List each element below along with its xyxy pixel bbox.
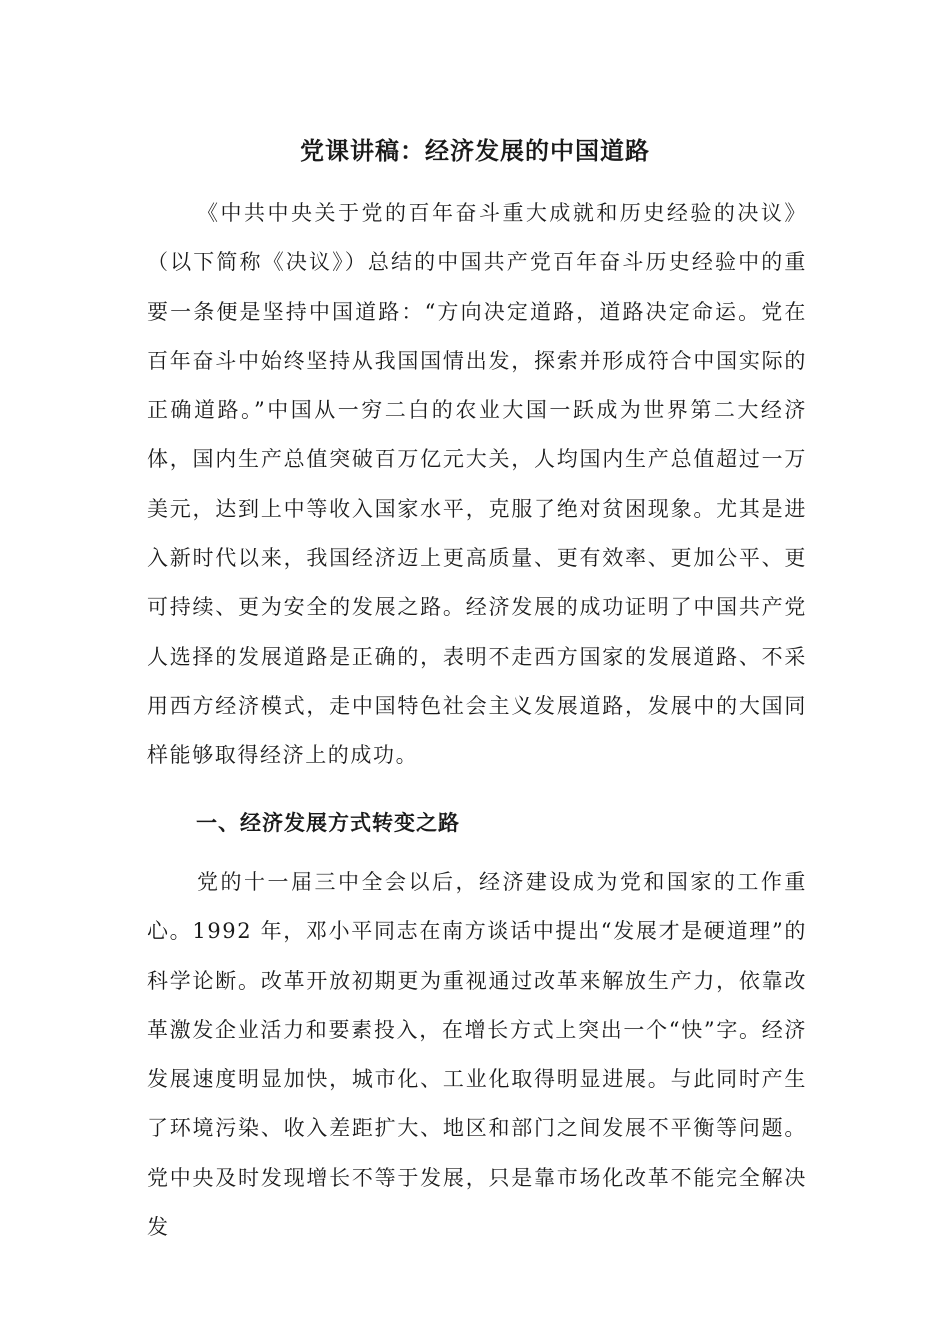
section-heading: 一、经济发展方式转变之路 [196,810,460,835]
paragraph-section-1: 党的十一届三中全会以后，经济建设成为党和国家的工作重心。1992 年，邓小平同志在南方谈话中提出“发展才是硬道理”的科学论断。改革开放初期更为重视通过改革来解放生产力，依靠改革激发企业活力和要素投入，在增长方式上突出一个“快”字。经济发展速度明显加快，城市化、工业化取得明显进展。与此同时产生了环境污染、收入差距扩大、地区和部门之间发展不平衡等问题。党中央及时发现增长不等于发展，只是靠市场化改革不能完全解决发 [147,870,807,1240]
paragraph-intro: 《中共中央关于党的百年奋斗重大成就和历史经验的决议》（以下简称《决议》）总结的中国共产党百年奋斗历史经验中的重要一条便是坚持中国道路：“方向决定道路，道路决定命运。党在百年奋斗中始终坚持从我国国情出发，探索并形成符合中国实际的正确道路。”中国从一穷二白的农业大国一跃成为世界第二大经济体，国内生产总值突破百万亿元大关，人均国内生产总值超过一万美元，达到上中等收入国家水平，克服了绝对贫困现象。尤其是进入新时代以来，我国经济迈上更高质量、更有效率、更加公平、更可持续、更为安全的发展之路。经济发展的成功证明了中国共产党人选择的发展道路是正确的，表明不走西方国家的发展道路、不采用西方经济模式，走中国特色社会主义发展道路，发展中的大国同样能够取得经济上的成功。 [147,201,807,768]
document-title: 党课讲稿：经济发展的中国道路 [300,136,650,165]
